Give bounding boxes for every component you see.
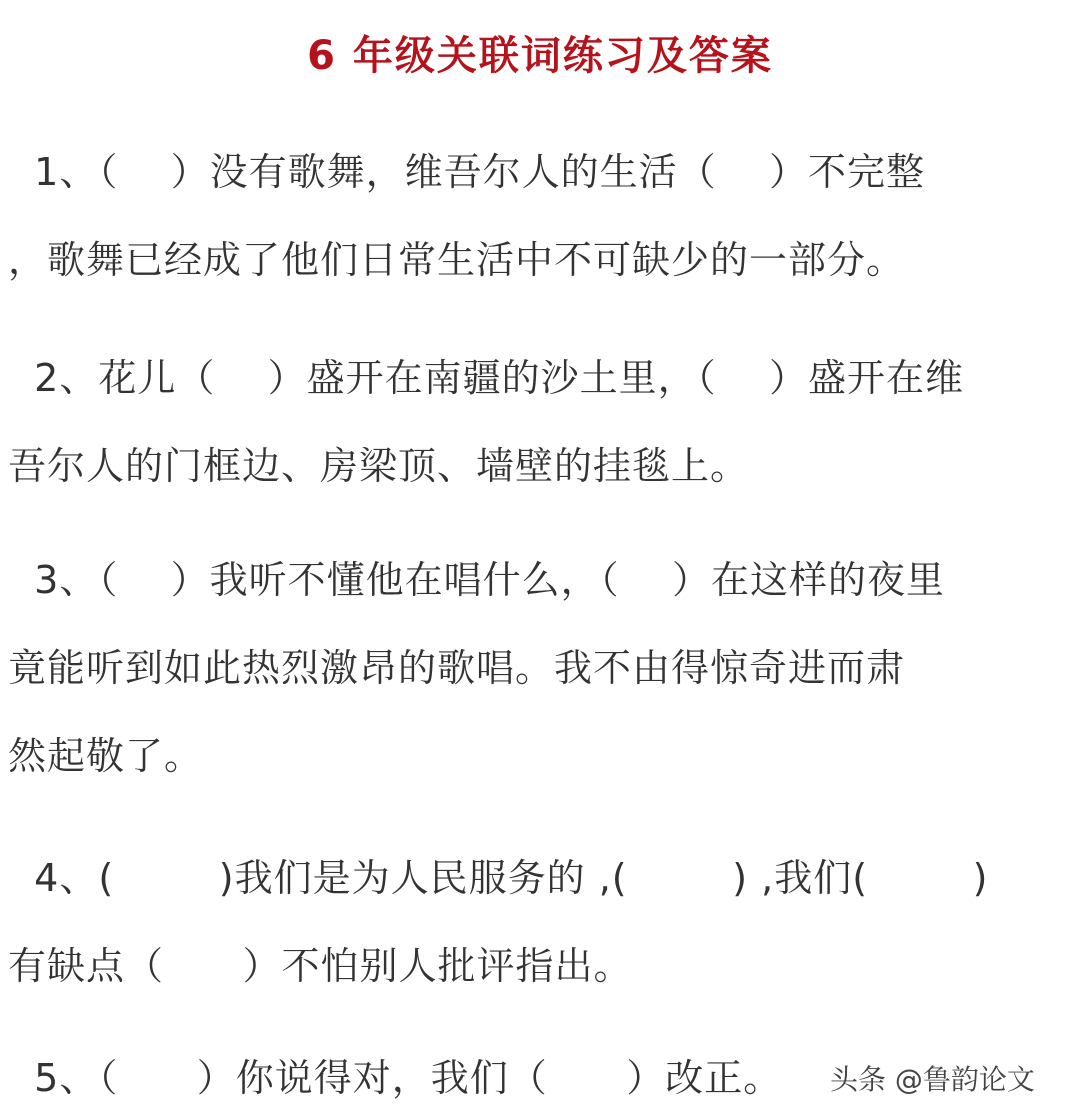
question-line: 竟能听到如此热烈激昂的歌唱。我不由得惊奇进而肃 <box>8 646 906 690</box>
question-line: 2、花儿（ ）盛开在南疆的沙土里，（ ）盛开在维 <box>8 356 964 400</box>
question-line: 3、（ ）我听不懂他在唱什么，（ ）在这样的夜里 <box>8 558 945 602</box>
question-line: 1、（ ）没有歌舞，维吾尔人的生活（ ）不完整 <box>8 150 925 194</box>
question-line: 然起敬了。 <box>8 734 204 778</box>
page-title: 6 年级关联词练习及答案 <box>307 33 773 79</box>
question-line: 有缺点（ ）不怕别人批评指出。 <box>8 944 633 988</box>
watermark: 头条 @鲁韵论文 <box>830 1063 1035 1096</box>
question-line: ，歌舞已经成了他们日常生活中不可缺少的一部分。 <box>8 238 906 282</box>
question-line: 5、（ ）你说得对，我们（ ）改正。 <box>8 1056 783 1100</box>
question-line: 4、( )我们是为人民服务的 ,( ) ,我们( ) <box>8 856 989 900</box>
question-line: 吾尔人的门框边、房梁顶、墙壁的挂毯上。 <box>8 444 750 488</box>
